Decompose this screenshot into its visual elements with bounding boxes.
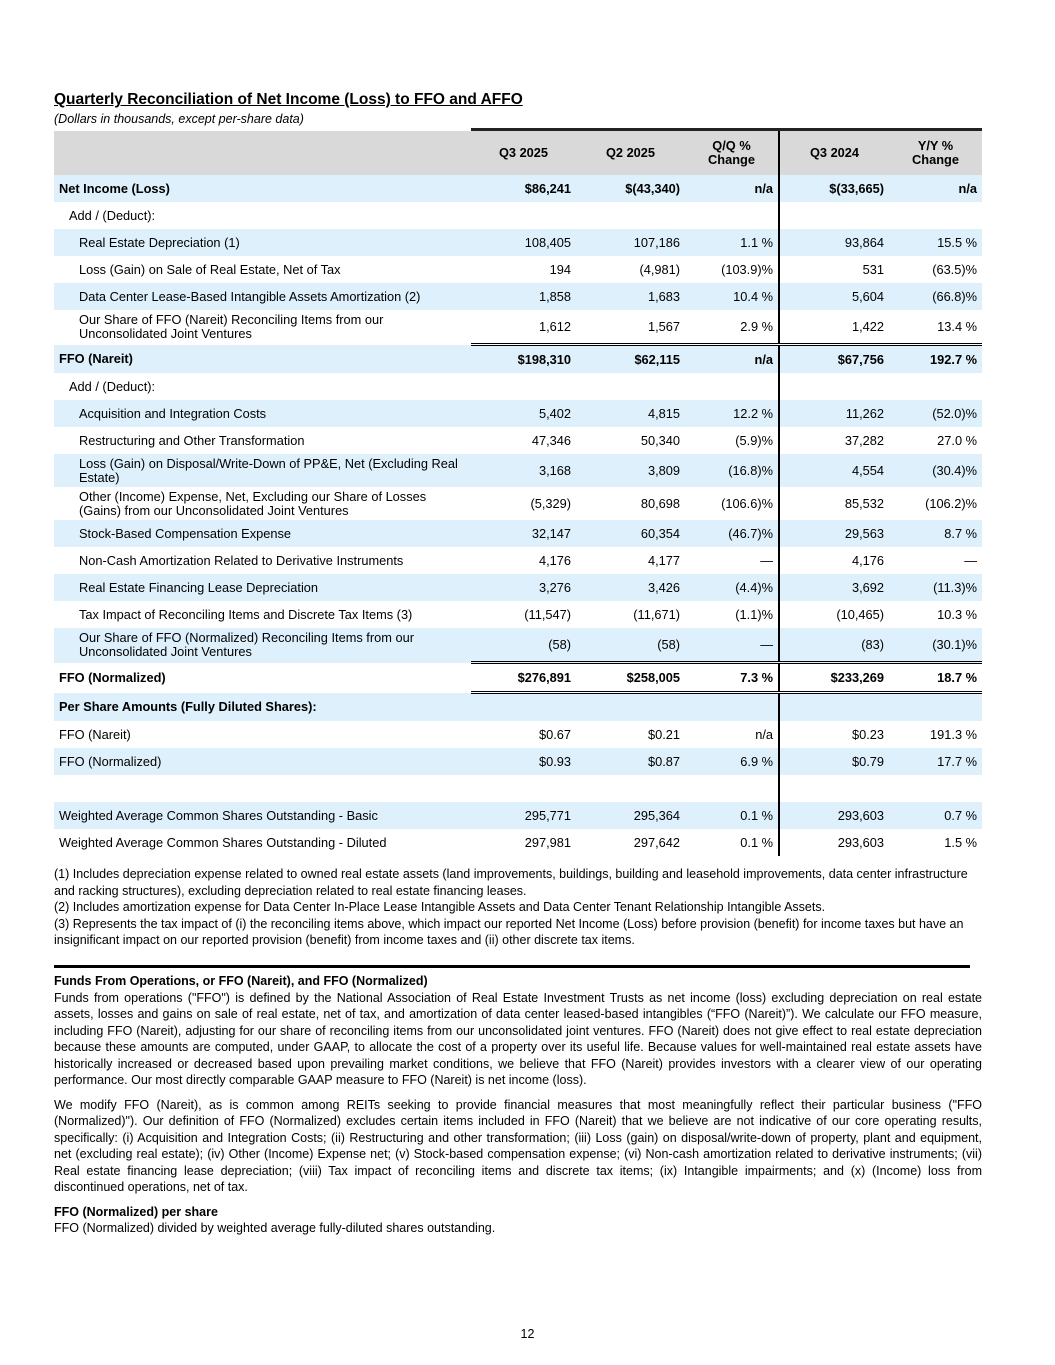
- row-value: [471, 373, 576, 400]
- row-value: 293,603: [779, 802, 889, 829]
- row-value: 0.1 %: [685, 802, 779, 829]
- row-value: (106.6)%: [685, 487, 779, 520]
- row-value: n/a: [685, 175, 779, 202]
- row-value: (58): [576, 628, 685, 663]
- row-value: [576, 202, 685, 229]
- row-value: [685, 775, 779, 802]
- row-value: (52.0)%: [889, 400, 982, 427]
- row-value: 6.9 %: [685, 748, 779, 775]
- row-label: Per Share Amounts (Fully Diluted Shares):: [54, 693, 471, 722]
- table-row: [54, 345, 982, 374]
- row-value: [685, 202, 779, 229]
- table-row: [54, 373, 982, 400]
- row-value: 1,422: [779, 310, 889, 345]
- row-label: Our Share of FFO (Normalized) Reconciling Items from our Unconsolidated Joint Ventures: [54, 628, 471, 663]
- table-row: [54, 601, 982, 628]
- row-value: 0.1 %: [685, 829, 779, 856]
- row-value: [471, 202, 576, 229]
- row-value: 1.5 %: [944, 835, 977, 850]
- row-value: $0.79: [779, 748, 889, 775]
- definitions-section: [54, 973, 982, 1245]
- row-value: 47,346: [531, 433, 571, 448]
- row-label: Loss (Gain) on Sale of Real Estate, Net of Tax: [79, 262, 341, 277]
- row-value: (4.4)%: [685, 574, 779, 601]
- row-value: 10.4 %: [685, 283, 779, 310]
- row-value: 297,981: [524, 835, 571, 850]
- row-value: 4,176: [851, 553, 884, 568]
- row-value: (5,329): [530, 495, 571, 511]
- row-value: (63.5)%: [932, 262, 977, 277]
- footnotes: [54, 866, 982, 949]
- row-label: Weighted Average Common Shares Outstanding - Diluted: [59, 835, 387, 850]
- page-number: 12: [520, 1327, 535, 1341]
- row-value: 295,364: [576, 802, 685, 829]
- row-value: $67,756: [779, 345, 889, 374]
- row-value: $0.23: [851, 727, 884, 742]
- row-value: 13.4 %: [889, 310, 982, 345]
- row-value: (11,547): [524, 607, 571, 622]
- row-value: n/a: [685, 721, 779, 748]
- row-value: $0.21: [647, 727, 680, 742]
- row-value: 93,864: [779, 229, 889, 256]
- row-label: [54, 775, 471, 802]
- row-value: [471, 693, 576, 722]
- row-label: Restructuring and Other Transformation: [79, 433, 305, 448]
- row-value: 5,604: [779, 283, 889, 310]
- table-row: [54, 829, 982, 856]
- row-value: 37,282: [844, 433, 884, 448]
- row-value: 3,692: [779, 574, 889, 601]
- row-value: (11.3)%: [889, 574, 982, 601]
- table-row: [54, 693, 982, 722]
- row-value: 32,147: [471, 520, 576, 547]
- row-label: Add / (Deduct):: [69, 208, 156, 223]
- row-value: 3,426: [576, 574, 685, 601]
- row-value: 194: [549, 262, 571, 277]
- row-label: Other (Income) Expense, Net, Excluding our Share of Losses (Gains) from our Unconsolidated Joint Ventures: [79, 488, 427, 518]
- row-value: $258,005: [576, 663, 685, 693]
- table-row: [54, 520, 982, 547]
- section-heading: Funds From Operations, or FFO (Nareit), and FFO (Normalized): [54, 974, 428, 988]
- row-value: $233,269: [779, 663, 889, 693]
- paragraph: We modify FFO (Nareit), as is common among REITs seeking to provide financial measures that most meaningfully reflect their particular business ("FFO (Normalized)"). Our definition of FFO (Normalized) excludes certain items included in FFO (Nareit) that we believe are not indicative of our core operating results, specifically: (i) Acquisition and Integration Costs; (ii) Restructuring and other transformation; (iii) Loss (gain) on disposal/write-down of property, plant and equipment, net (excluding real estate); (iv) Other (Income) Expense net; (v) Stock-based compensation expense; (vi) Non-cash amortization related to derivative instruments; (vii) Real estate financing lease depreciation; (viii) Tax impact of reconciling items and discrete tax items; (ix) Intangible impairments; and (x) (Income) loss from discontinued operations, net of tax.: [54, 1097, 982, 1194]
- row-value: 4,177: [647, 553, 680, 568]
- table-row: [54, 310, 982, 345]
- row-value: $86,241: [471, 175, 576, 202]
- header-q3-2025: Q3 2025: [471, 130, 576, 176]
- row-value: 7.3 %: [685, 663, 779, 693]
- row-value: 1,567: [576, 310, 685, 345]
- row-value: $0.93: [471, 748, 576, 775]
- row-value: $(43,340): [576, 175, 685, 202]
- row-value: 8.7 %: [889, 520, 982, 547]
- row-label: FFO (Normalized): [54, 748, 471, 775]
- table-row: [54, 175, 982, 202]
- row-value: [889, 202, 982, 229]
- row-value: [576, 775, 685, 802]
- table-row: [54, 775, 982, 802]
- row-value: $276,891: [471, 663, 576, 693]
- row-value: [576, 693, 685, 722]
- row-value: 4,176: [538, 553, 571, 568]
- row-value: —: [685, 547, 779, 574]
- table-row: [54, 547, 982, 574]
- header-qq-change: Q/Q % Change: [685, 130, 779, 176]
- table-row: [54, 427, 982, 454]
- row-value: —: [964, 553, 977, 568]
- row-value: 1.1 %: [685, 229, 779, 256]
- row-value: (1.1)%: [685, 601, 779, 628]
- row-value: 60,354: [576, 520, 685, 547]
- row-label: FFO (Normalized): [59, 670, 166, 685]
- row-value: 1,612: [471, 310, 576, 345]
- row-value: (66.8)%: [889, 283, 982, 310]
- report-subtitle: (Dollars in thousands, except per-share data): [54, 112, 304, 126]
- header-q3-2024: Q3 2024: [779, 130, 889, 176]
- row-label: Acquisition and Integration Costs: [54, 400, 471, 427]
- row-value: (11,671): [633, 607, 680, 622]
- row-value: (58): [471, 628, 576, 663]
- footnote: (2) Includes amortization expense for Data Center In-Place Lease Intangible Assets and Data Center Tenant Relationship Intangible Assets.: [54, 900, 826, 914]
- row-value: 10.3 %: [937, 607, 977, 622]
- row-value: [779, 202, 889, 229]
- row-value: 192.7 %: [889, 345, 982, 374]
- row-value: 4,554: [779, 454, 889, 487]
- row-value: 29,563: [779, 520, 889, 547]
- row-value: 297,642: [633, 835, 680, 850]
- row-value: 191.3 %: [930, 727, 977, 742]
- header-label-cell: [54, 130, 471, 176]
- row-value: n/a: [889, 175, 982, 202]
- table-row: [54, 454, 982, 487]
- row-value: 50,340: [640, 433, 680, 448]
- row-value: 2.9 %: [685, 310, 779, 345]
- table-row: [54, 663, 982, 693]
- table-row: [54, 574, 982, 601]
- footnote: (3) Represents the tax impact of (i) the reconciling items above, which impact our reported Net Income (Loss) before provision (benefit) for income taxes but have an insignificant impact on our reported provision (benefit) from income taxes and (ii) other discrete tax items.: [54, 916, 964, 947]
- row-value: 107,186: [576, 229, 685, 256]
- paragraph: Funds from operations ("FFO") is defined by the National Association of Real Estate Investment Trusts as net income (loss) excluding depreciation on real estate assets, losses and gains on sale of real estate, net of tax, and amortization of data center leased-based intangibles (“FFO (Nareit)”). We calculate our FFO measure, including FFO (Nareit), adjusting for our share of reconciling items from our unconsolidated joint ventures. FFO (Nareit) does not give effect to real estate depreciation because these amounts are computed, under GAAP, to allocate the cost of a property over its useful life. Because values for well-maintained real estate assets have historically increased or decreased based upon prevailing market conditions, we believe that FFO (Nareit) provides investors with a clearer view of our operating performance. Our most directly comparable GAAP measure to FFO (Nareit) is net income (loss).: [54, 990, 982, 1087]
- row-value: 12.2 %: [685, 400, 779, 427]
- row-value: 293,603: [837, 835, 884, 850]
- footnote: (1) Includes depreciation expense related to owned real estate assets (land improvements, buildings, building and leasehold improvements, data center infrastructure and racking structures), excluding depreciation related to real estate financing leases.: [54, 867, 968, 898]
- header-q2-2025: Q2 2025: [576, 130, 685, 176]
- row-value: 11,262: [779, 400, 889, 427]
- row-value: 3,168: [471, 454, 576, 487]
- row-value: [889, 693, 982, 722]
- row-label: Real Estate Depreciation (1): [54, 229, 471, 256]
- row-label: Loss (Gain) on Disposal/Write-Down of PP&E, Net (Excluding Real Estate): [54, 454, 471, 487]
- row-value: 3,809: [576, 454, 685, 487]
- row-value: [576, 373, 685, 400]
- row-label: Net Income (Loss): [54, 175, 471, 202]
- row-value: $62,115: [576, 345, 685, 374]
- row-value: (4,981): [639, 262, 680, 277]
- row-label: Add / (Deduct):: [69, 379, 156, 394]
- row-value: —: [685, 628, 779, 663]
- row-value: [889, 373, 982, 400]
- table-row: [54, 202, 982, 229]
- row-value: [779, 373, 889, 400]
- table-row: [54, 628, 982, 663]
- reconciliation-table: [54, 128, 982, 856]
- row-value: (10,465): [836, 607, 884, 622]
- row-value: 531: [862, 262, 884, 277]
- table-row: [54, 802, 982, 829]
- row-value: 0.7 %: [889, 802, 982, 829]
- row-value: $0.67: [538, 727, 571, 742]
- table-row: [54, 283, 982, 310]
- table-row: [54, 400, 982, 427]
- row-value: 3,276: [471, 574, 576, 601]
- row-value: 80,698: [640, 495, 680, 511]
- row-value: (30.1)%: [889, 628, 982, 663]
- row-value: 27.0 %: [937, 433, 977, 448]
- row-value: (106.2)%: [925, 495, 977, 511]
- row-value: [779, 693, 889, 722]
- row-value: 1,683: [576, 283, 685, 310]
- row-value: 108,405: [471, 229, 576, 256]
- row-value: 4,815: [576, 400, 685, 427]
- row-label: Real Estate Financing Lease Depreciation: [54, 574, 471, 601]
- row-value: (16.8)%: [685, 454, 779, 487]
- row-value: 1,858: [471, 283, 576, 310]
- row-label: Weighted Average Common Shares Outstanding - Basic: [54, 802, 471, 829]
- header-yy-change: Y/Y % Change: [889, 130, 982, 176]
- row-value: [471, 775, 576, 802]
- table-row: [54, 748, 982, 775]
- table-row: [54, 229, 982, 256]
- row-value: [685, 373, 779, 400]
- row-label: Stock-Based Compensation Expense: [54, 520, 471, 547]
- row-label: FFO (Nareit): [54, 345, 471, 374]
- row-value: (83): [779, 628, 889, 663]
- table-row: [54, 256, 982, 283]
- row-value: [779, 775, 889, 802]
- row-value: (30.4)%: [889, 454, 982, 487]
- row-value: $198,310: [471, 345, 576, 374]
- paragraph: FFO (Normalized) divided by weighted average fully-diluted shares outstanding.: [54, 1221, 496, 1235]
- row-value: [889, 775, 982, 802]
- row-value: (103.9)%: [685, 256, 779, 283]
- row-label: Non-Cash Amortization Related to Derivative Instruments: [79, 553, 404, 568]
- row-value: (5.9)%: [685, 427, 779, 454]
- table-row: [54, 487, 982, 520]
- row-value: $0.87: [576, 748, 685, 775]
- row-label: Data Center Lease-Based Intangible Assets Amortization (2): [54, 283, 471, 310]
- row-value: 17.7 %: [889, 748, 982, 775]
- section-divider: [54, 965, 970, 968]
- section-heading: FFO (Normalized) per share: [54, 1204, 218, 1219]
- row-value: $(33,665): [779, 175, 889, 202]
- report-title: Quarterly Reconciliation of Net Income (Loss) to FFO and AFFO: [54, 91, 523, 108]
- row-value: 295,771: [471, 802, 576, 829]
- row-value: 85,532: [844, 495, 884, 511]
- table-header-row: [54, 130, 982, 176]
- row-label: Our Share of FFO (Nareit) Reconciling Items from our Unconsolidated Joint Ventures: [79, 312, 384, 342]
- row-value: (46.7)%: [685, 520, 779, 547]
- row-value: [685, 693, 779, 722]
- row-value: 5,402: [471, 400, 576, 427]
- row-value: 15.5 %: [889, 229, 982, 256]
- row-value: 18.7 %: [889, 663, 982, 693]
- table-row: [54, 721, 982, 748]
- row-label: FFO (Nareit): [59, 727, 131, 742]
- row-value: n/a: [685, 345, 779, 374]
- row-label: Tax Impact of Reconciling Items and Discrete Tax Items (3): [79, 607, 413, 622]
